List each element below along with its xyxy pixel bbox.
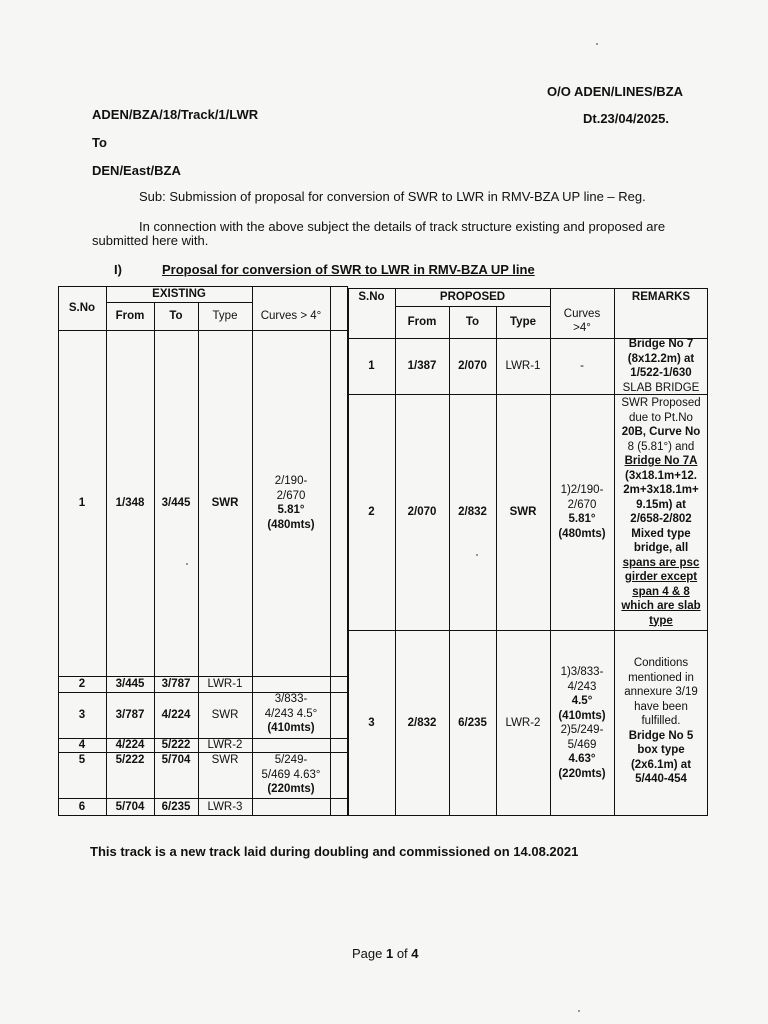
existing-row-6-from: 5/704 [115,800,145,813]
section-number: I) [114,262,122,277]
existing-row-4-to: 5/222 [161,738,191,751]
header-type-proposed: Type [510,315,536,328]
proposed-row-1-curves: - [580,359,584,372]
existing-row-2-from: 3/445 [115,677,145,690]
proposed-row-3-type: LWR-2 [505,716,541,729]
scan-speck [578,1010,580,1012]
header-to: To [169,309,183,322]
proposed-row-1-from: 1/387 [407,359,437,372]
header-existing: EXISTING [152,287,206,300]
intro-text-line2: submitted here with. [92,233,209,248]
letter-number: ADEN/BZA/18/Track/1/LWR [92,107,259,122]
header-sno: S.No [68,301,96,314]
existing-row-5-sno: 5 [78,753,86,766]
proposed-row-2-to: 2/832 [458,505,487,518]
header-to-proposed: To [465,315,480,328]
intro-text-line1: In connection with the above subject the details of track structure existing and proposed are [139,219,666,234]
existing-row-2-sno: 2 [78,677,86,690]
existing-row-6-to: 6/235 [161,800,191,813]
proposed-row-3-from: 2/832 [407,716,437,729]
proposed-row-2-curves: 1)2/190- 2/670 5.81° (480mts) [558,484,606,540]
existing-row-4-from: 4/224 [115,738,145,751]
proposed-row-2-from: 2/070 [407,505,437,518]
subject-line: Sub: Submission of proposal for conversion of SWR to LWR in RMV-BZA UP line – Reg. [139,189,646,204]
commissioning-note: This track is a new track laid during doubling and commissioned on 14.08.2021 [90,844,579,859]
existing-row-2-type: LWR-1 [207,677,243,690]
proposed-row-2-sno: 2 [368,505,375,518]
existing-row-1-from: 1/348 [115,496,145,509]
existing-row-1-sno: 1 [78,496,86,509]
existing-row-3-curves: 3/833- 4/243 4.5° (410mts) [264,693,318,735]
existing-row-6-sno: 6 [78,800,86,813]
proposed-row-3-curves: 1)3/833- 4/243 4.5° (410mts) 2)5/249- 5/469 4.63° (220mts) [558,666,606,780]
existing-row-5-curves: 5/249- 5/469 4.63° (220mts) [261,754,321,796]
existing-row-5-type: SWR [211,753,239,766]
existing-row-1-type: SWR [211,496,239,509]
addressee: DEN/East/BZA [92,163,181,178]
header-sno-proposed: S.No [358,290,385,303]
header-remarks: REMARKS [631,290,691,303]
scan-speck [476,554,478,556]
proposed-row-3-sno: 3 [368,716,375,729]
header-curves: Curves > 4° [260,309,322,322]
proposed-row-2-remarks: SWR Proposed due to Pt.No 20B, Curve No 8 (5.81°) and Bridge No 7A (3x18.1m+12. 2m+3x18.1m+ 9.15m) at 2/658-2/802 Mixed type bridge, all spans are psc girder except span 4 & 8 which are slab type [621,397,701,627]
existing-row-1-to: 3/445 [161,496,191,509]
proposed-row-3-remarks: Conditions mentioned in annexure 3/19 have been fulfilled. Bridge No 5 box type (2x6.1m) at 5/440-454 [624,657,698,785]
office-reference: O/O ADEN/LINES/BZA [547,84,684,99]
existing-row-4-type: LWR-2 [207,738,243,751]
proposed-row-1-to: 2/070 [458,359,487,372]
existing-row-5-to: 5/704 [161,753,191,766]
existing-row-5-from: 5/222 [115,753,145,766]
existing-row-3-type: SWR [211,708,239,721]
existing-row-3-to: 4/224 [161,708,191,721]
header-from-proposed: From [407,315,437,328]
scan-speck [596,43,598,45]
proposed-row-3-to: 6/235 [458,716,487,729]
scan-speck [186,563,188,565]
existing-row-3-sno: 3 [78,708,86,721]
page-number: Page 1 of 4 [352,946,419,961]
header-proposed: PROPOSED [439,290,506,303]
header-type: Type [212,309,238,322]
proposed-row-1-remarks: Bridge No 7 (8x12.2m) at 1/522-1/630 SLAB BRIDGE [622,338,700,394]
existing-row-1-curves: 2/190- 2/670 5.81° (480mts) [267,475,315,531]
proposed-row-1-type: LWR-1 [505,359,541,372]
header-curves-proposed: Curves >4° [563,307,601,334]
proposed-row-1-sno: 1 [368,359,375,372]
existing-row-4-sno: 4 [78,738,86,751]
to-label: To [92,135,107,150]
header-from: From [115,309,145,322]
existing-row-3-from: 3/787 [115,708,145,721]
proposed-row-2-type: SWR [509,505,537,518]
letter-date: Dt.23/04/2025. [583,111,670,126]
section-title: Proposal for conversion of SWR to LWR in RMV-BZA UP line [162,262,535,277]
existing-row-6-type: LWR-3 [207,800,243,813]
existing-row-2-to: 3/787 [161,677,191,690]
